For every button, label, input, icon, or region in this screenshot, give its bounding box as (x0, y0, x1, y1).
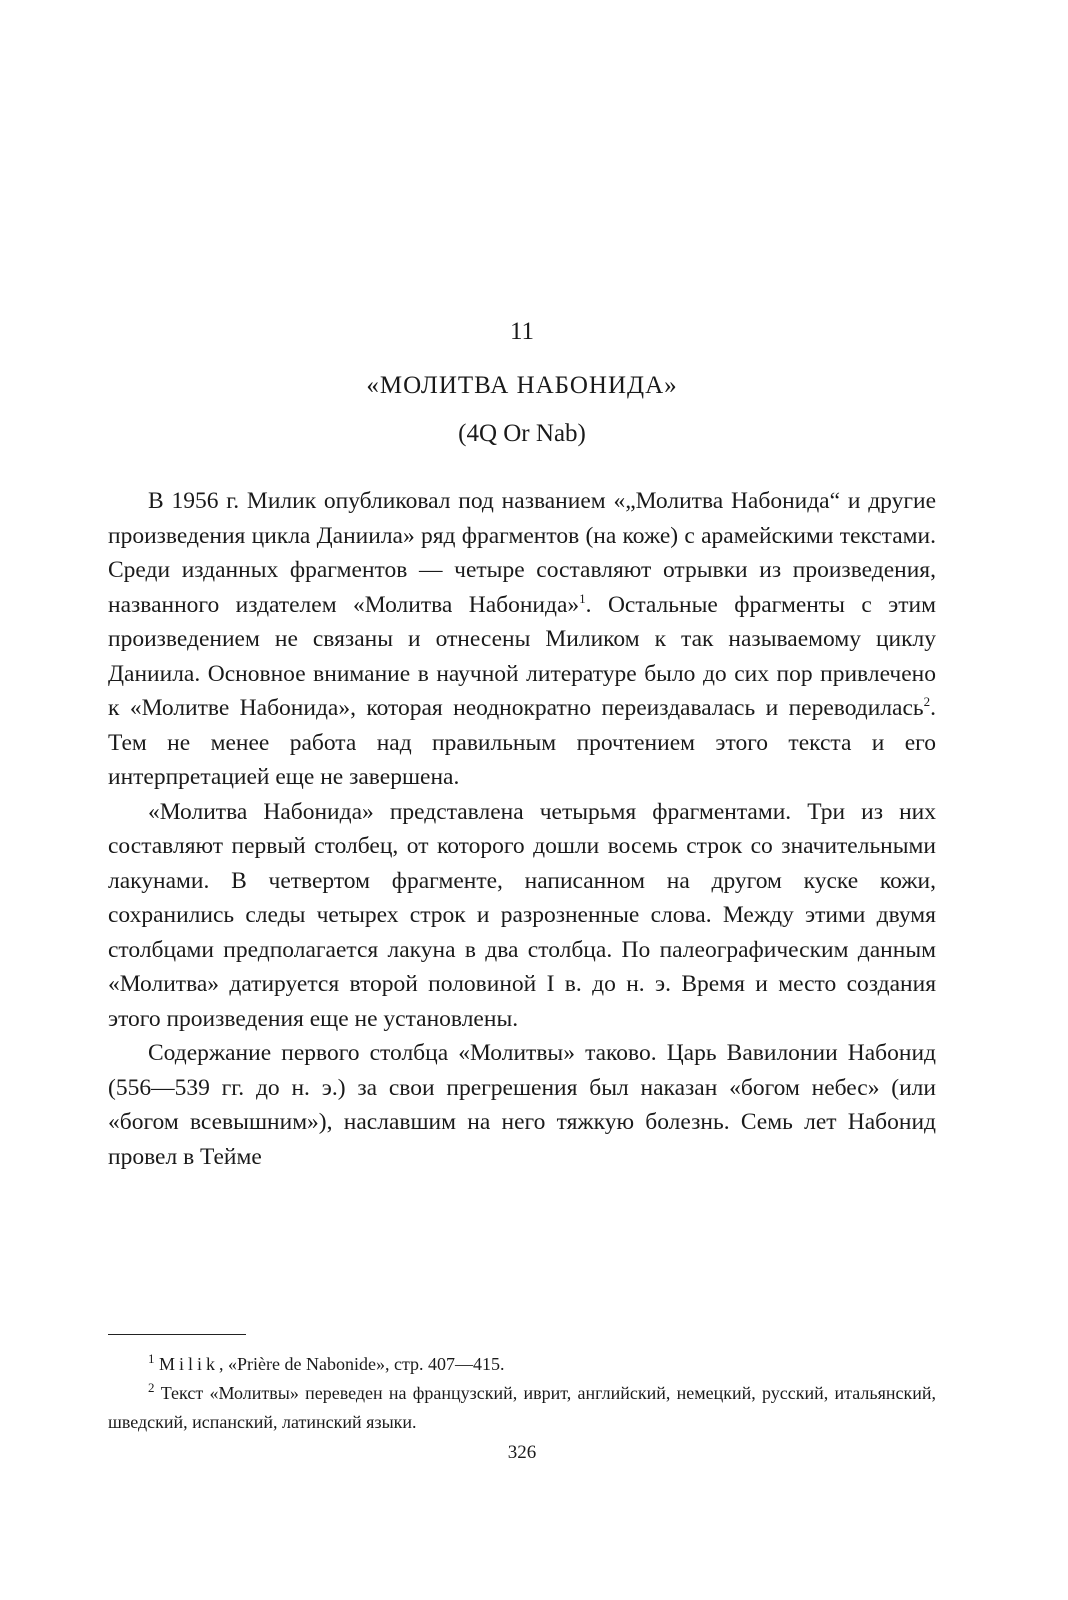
chapter-number: 11 (509, 318, 535, 345)
footnotes (108, 1350, 936, 1437)
footnote-2-marker: 2 (148, 1380, 155, 1395)
paragraph-1-text-a: В 1956 г. Милик опубликовал под названием «„Молитва Набонида“ и другие произведения цикла Даниила» ряд фрагментов (на коже) с арамейскими текстами. Среди изданных фрагментов — четыре составляют отрывки из произведения, названного издателем «Молитва Набонида» (108, 488, 936, 618)
paragraph-3: Содержание первого столбца «Молитвы» таково. Царь Вавилонии Набонид (556—539 гг. до н. э.) за свои прегрешения был наказан «богом небес» (или «богом всевышним»), наславшим на него тяжкую болезнь. Семь лет Набонид провел в Тейме (108, 1040, 936, 1170)
footnote-1 (108, 1350, 936, 1379)
chapter-title: «МОЛИТВА НАБОНИДА» (366, 372, 678, 399)
paragraph-2: «Молитва Набонида» представлена четырьмя фрагментами. Три из них составляют первый столбец, от которого дошли восемь строк со значительными лакунами. В четвертом фрагменте, написанном на другом куске кожи, сохранились следы четырех строк и разрозненные слова. Между этими двумя столбцами предполагается лакуна в два столбца. По палеографическим данным «Молитва» датируется второй половиной I в. до н. э. Время и место создания этого произведения еще не установлены. (108, 798, 936, 1032)
footnote-ref-1: 1 (579, 590, 586, 606)
paragraph-1 (108, 484, 936, 795)
book-page (108, 0, 936, 1600)
page-number: 326 (507, 1442, 537, 1463)
paragraph-1-text-b: . Остальные фрагменты с этим произведением не связаны и отнесены Миликом к так называемому циклу Даниила. Основное внимание в научной литературе было до сих пор привлечено к «Молитве Набонида», которая неоднократно переиздавалась и переводилась (108, 591, 936, 721)
footnote-1-text: , «Prière de Nabonide», стр. 407—415. (219, 1354, 505, 1374)
footnote-1-marker: 1 (148, 1351, 155, 1366)
footnote-1-author: Milik (159, 1354, 220, 1374)
paragraph-1-text-c: . Тем не менее работа над правильным прочтением этого текста и его интерпретацией еще не завершена. (108, 695, 936, 790)
main-text (108, 484, 936, 1174)
footnote-separator (108, 1334, 246, 1335)
chapter-siglum: (4Q Or Nab) (458, 420, 586, 447)
footnote-2 (108, 1379, 936, 1437)
footnote-ref-2: 2 (923, 694, 931, 710)
footnote-2-text: Текст «Молитвы» переведен на французский, иврит, английский, немецкий, русский, итальянский, шведский, испанский, латинский языки. (108, 1383, 937, 1432)
